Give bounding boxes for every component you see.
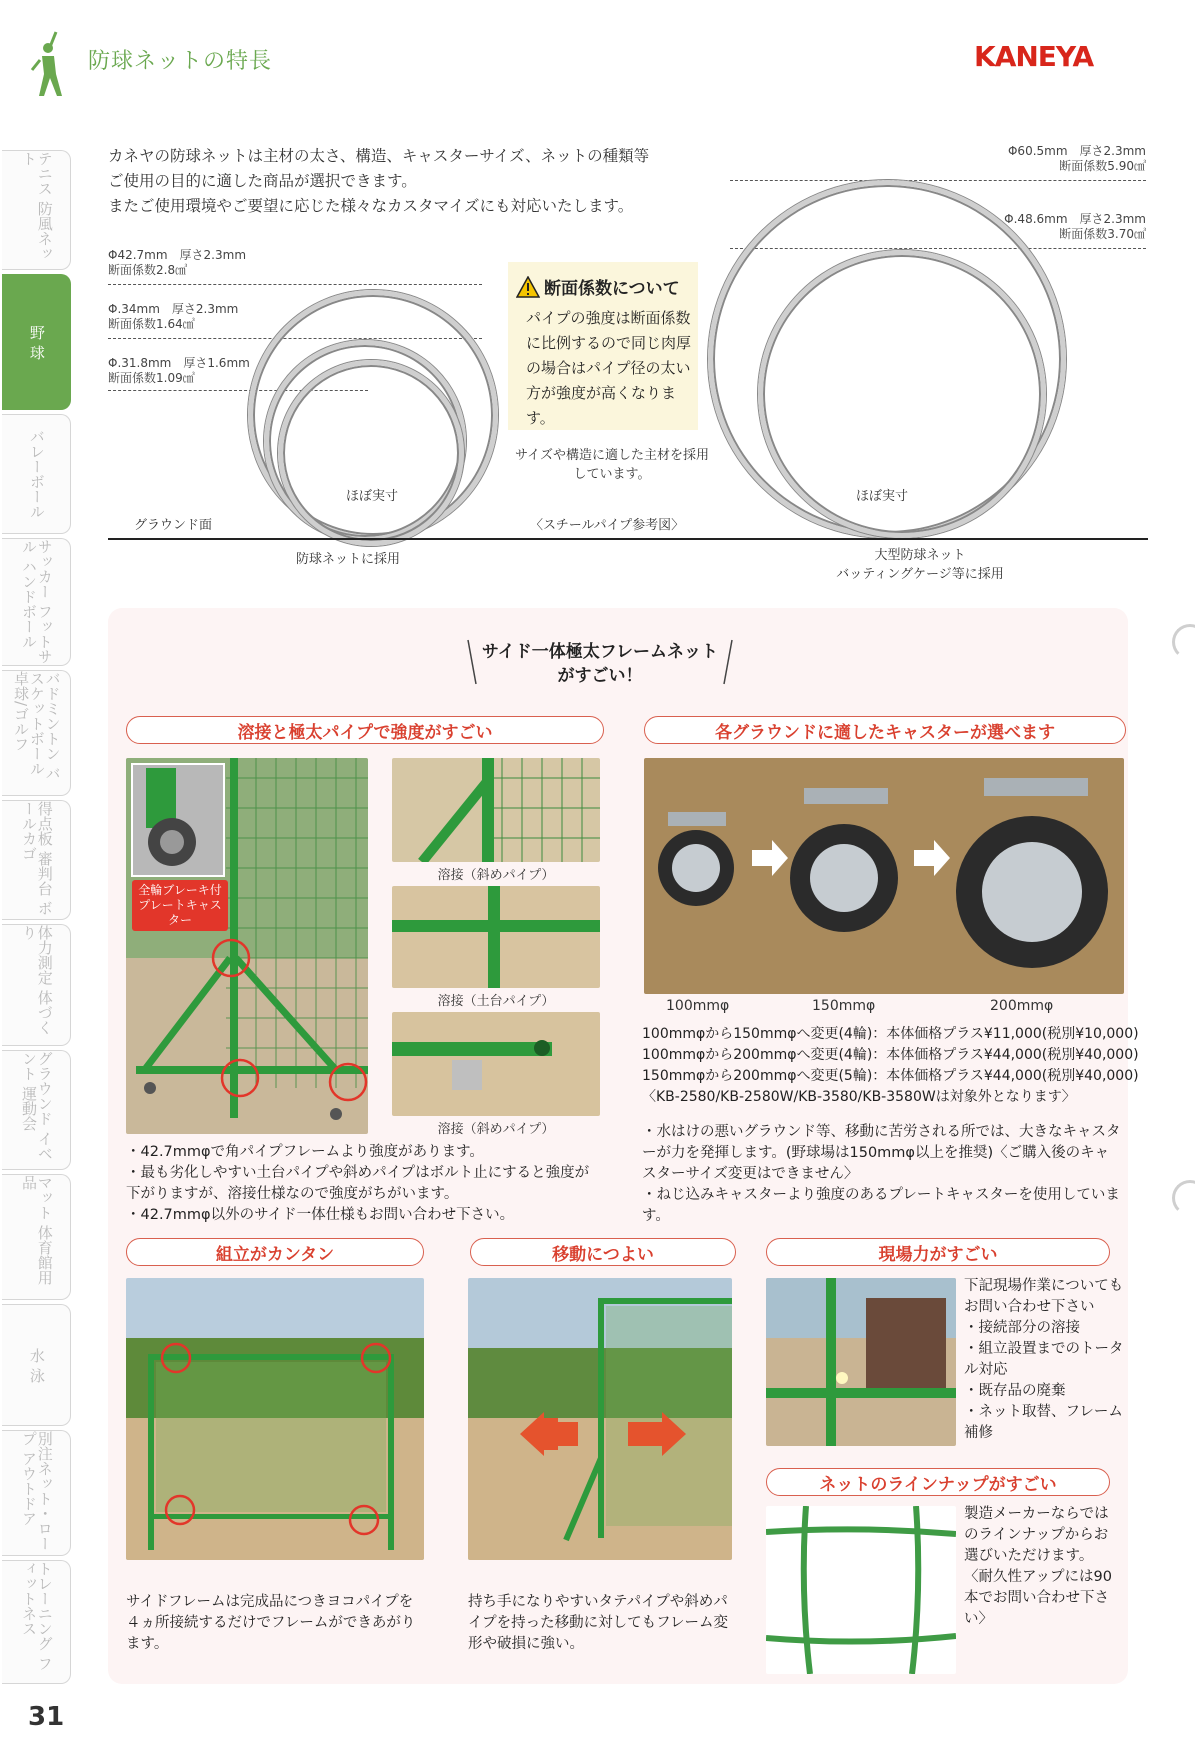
actual-size-label: ほぼ実寸 [346,489,399,504]
tab-badminton[interactable]: バドミントン バスケットボール 卓球/ゴルフ [2,670,71,796]
divider [108,284,482,285]
weld-photo-1 [392,758,600,862]
note-body: パイプの強度は断面係数に比例するので同じ肉厚の場合はパイプ径の太い方が強度が高くなります。 [526,309,692,427]
feature-heading: サイド一体極太フレームネット がすごい！ [481,642,719,686]
brake-caster-label: 全輪ブレーキ付プレートキャスター [132,880,228,931]
tab-custom-net[interactable]: 別注ネット・ロープ アウトドア [2,1430,71,1556]
tab-scoreboard[interactable]: 得点板 審判台 ボールカゴ [2,800,71,920]
tab-baseball[interactable]: 野 球 [2,274,71,410]
tab-fitness-test[interactable]: 体力測定 体づくり [2,924,71,1046]
field-work-photo [766,1278,956,1446]
feature-net-title: ネットのラインナップがすごい [766,1468,1110,1496]
brand-logo: KANEYA [974,40,1094,73]
field-item: ・組立設置までのトータル対応 [964,1341,1124,1378]
net-closeup-photo [766,1506,956,1674]
net-lead: 製造メーカーならではのラインナップからお選びいただけます。 [964,1506,1109,1564]
weld-photo-3 [392,1012,600,1116]
price-line: 150mmφから200mmφへ変更(5輪)：本体価格プラス¥44,000(税別¥40,000) [642,1068,1139,1084]
bullet: ・42.7mmφ以外のサイド一体仕様もお問い合わせ下さい。 [126,1207,515,1223]
tab-volleyball[interactable]: バレーボール [2,414,71,534]
weld-caption-2: 溶接（土台パイプ） [437,994,555,1009]
diagram-caption: 〈スチールパイプ参考図〉 [530,518,685,533]
binder-hole-icon [1172,624,1195,660]
net-frame-photo [126,758,368,1134]
caster-size-100: 100mmφ [666,998,730,1014]
caster-size-200: 200mmφ [990,998,1054,1014]
feature-field-title: 現場力がすごい [766,1238,1110,1266]
price-note: 〈KB-2580/KB-2580W/KB-3580/KB-3580Wは対象外となります〉 [642,1089,1076,1105]
field-text [964,1276,1134,1444]
tab-training[interactable]: トレーニング フィットネス [2,1560,71,1684]
right-caption: 大型防球ネット バッティングケージ等に採用 [836,548,1004,582]
weld-photo-2 [392,886,600,988]
price-line: 100mmφから150mmφへ変更(4輪)：本体価格プラス¥11,000(税別¥10,000) [642,1026,1139,1042]
caster-size-150: 150mmφ [812,998,876,1014]
binder-hole-icon [1172,1180,1195,1216]
divider [730,180,1146,181]
feature-weld-title: 溶接と極太パイプで強度がすごい [126,716,604,744]
feature-assembly-title: 組立がカンタン [126,1238,424,1266]
section-title: 防球ネットの特長 [88,49,273,74]
caster-photo [644,758,1124,994]
batter-logo-icon [26,30,70,102]
page-number: 31 [28,1702,65,1732]
warning-icon [516,276,540,298]
feature-moving-title: 移動につよい [470,1238,736,1266]
bullet: ・最も劣化しやすい土台パイプや斜めパイプはボルト止にすると強度が下がりますが、溶接仕様なので強度がちがいます。 [126,1165,590,1202]
pipe-spec: Φ42.7mm 厚さ2.3mm 断面係数2.8㎤ [108,248,247,277]
caster-prices [642,1024,1139,1108]
field-lead: 下記現場作業についてもお問い合わせ下さい [964,1278,1124,1315]
intro-line: ご使用の目的に適した商品が選択できます。 [108,172,417,190]
intro-text [108,144,708,219]
weld-caption-3: 溶接（斜めパイプ） [437,1122,555,1137]
bullet: ・ねじ込みキャスターより強度のあるプレートキャスターを使用しています。 [642,1187,1120,1224]
actual-size-label: ほぼ実寸 [856,489,909,504]
tab-ground-event[interactable]: グラウンド イベント 運動会 [2,1050,71,1170]
pipe-spec: Φ60.5mm 厚さ2.3mm 断面係数5.90㎤ [1007,144,1146,173]
pipe-spec: Φ.31.8mm 厚さ1.6mm 断面係数1.09㎤ [108,356,250,385]
ground-label: グラウンド面 [134,518,213,533]
assembly-photo [126,1278,424,1560]
tab-soccer[interactable]: サッカー フットサル ハンドボール [2,538,71,666]
net-text [964,1504,1118,1630]
tab-tennis[interactable]: テニス 防風ネット [2,150,71,270]
weld-caption-1: 溶接（斜めパイプ） [437,868,555,883]
field-item: ・ネット取替、フレーム補修 [964,1404,1123,1441]
pipe-spec: Φ.34mm 厚さ2.3mm 断面係数1.64㎤ [108,302,239,331]
intro-line: またご使用環境やご要望に応じた様々なカスタマイズにも対応いたします。 [108,197,634,215]
weld-bullets [126,1142,596,1226]
tab-mat[interactable]: マット 体育館用品 [2,1174,71,1300]
assembly-text: サイドフレームは完成品につきヨコパイプを４ヵ所接続するだけでフレームができあがります。 [126,1594,416,1652]
pipe-spec: Φ.48.6mm 厚さ2.3mm 断面係数3.70㎤ [1004,212,1146,241]
ground-line [108,538,1148,540]
tab-swimming[interactable]: 水 泳 [2,1304,71,1426]
intro-line: カネヤの防球ネットは主材の太さ、構造、キャスターサイズ、ネットの種類等 [108,147,650,165]
bullet: ・水はけの悪いグラウンド等、移動に苦労される所では、大きなキャスターが力を発揮します。(野球場は150mmφ以上を推奨)〈ご購入後のキャスターサイズ変更はできません〉 [642,1124,1121,1182]
field-item: ・既存品の廃棄 [964,1383,1066,1399]
note-title: 断面係数について [544,279,680,299]
moving-text: 持ち手になりやすいタテパイプや斜めパイプを持った移動に対してもフレーム変形や破損に強い。 [468,1594,728,1652]
note-sub: サイズや構造に適した主材を採用しています。 [515,448,709,482]
pipe-31mm-circle [278,360,464,546]
left-caption: 防球ネットに採用 [296,552,401,567]
moving-photo [468,1278,732,1560]
feature-caster-title: 各グラウンドに適したキャスターが選べます [644,716,1126,744]
net-note: 〈耐久性アップには90本でお問い合わせ下さい〉 [964,1569,1112,1627]
bullet: ・42.7mmφで角パイプフレームより強度があります。 [126,1144,484,1160]
price-line: 100mmφから200mmφへ変更(4輪)：本体価格プラス¥44,000(税別¥40,000) [642,1047,1139,1063]
caster-bullets [642,1122,1122,1227]
field-item: ・接続部分の溶接 [964,1320,1080,1336]
